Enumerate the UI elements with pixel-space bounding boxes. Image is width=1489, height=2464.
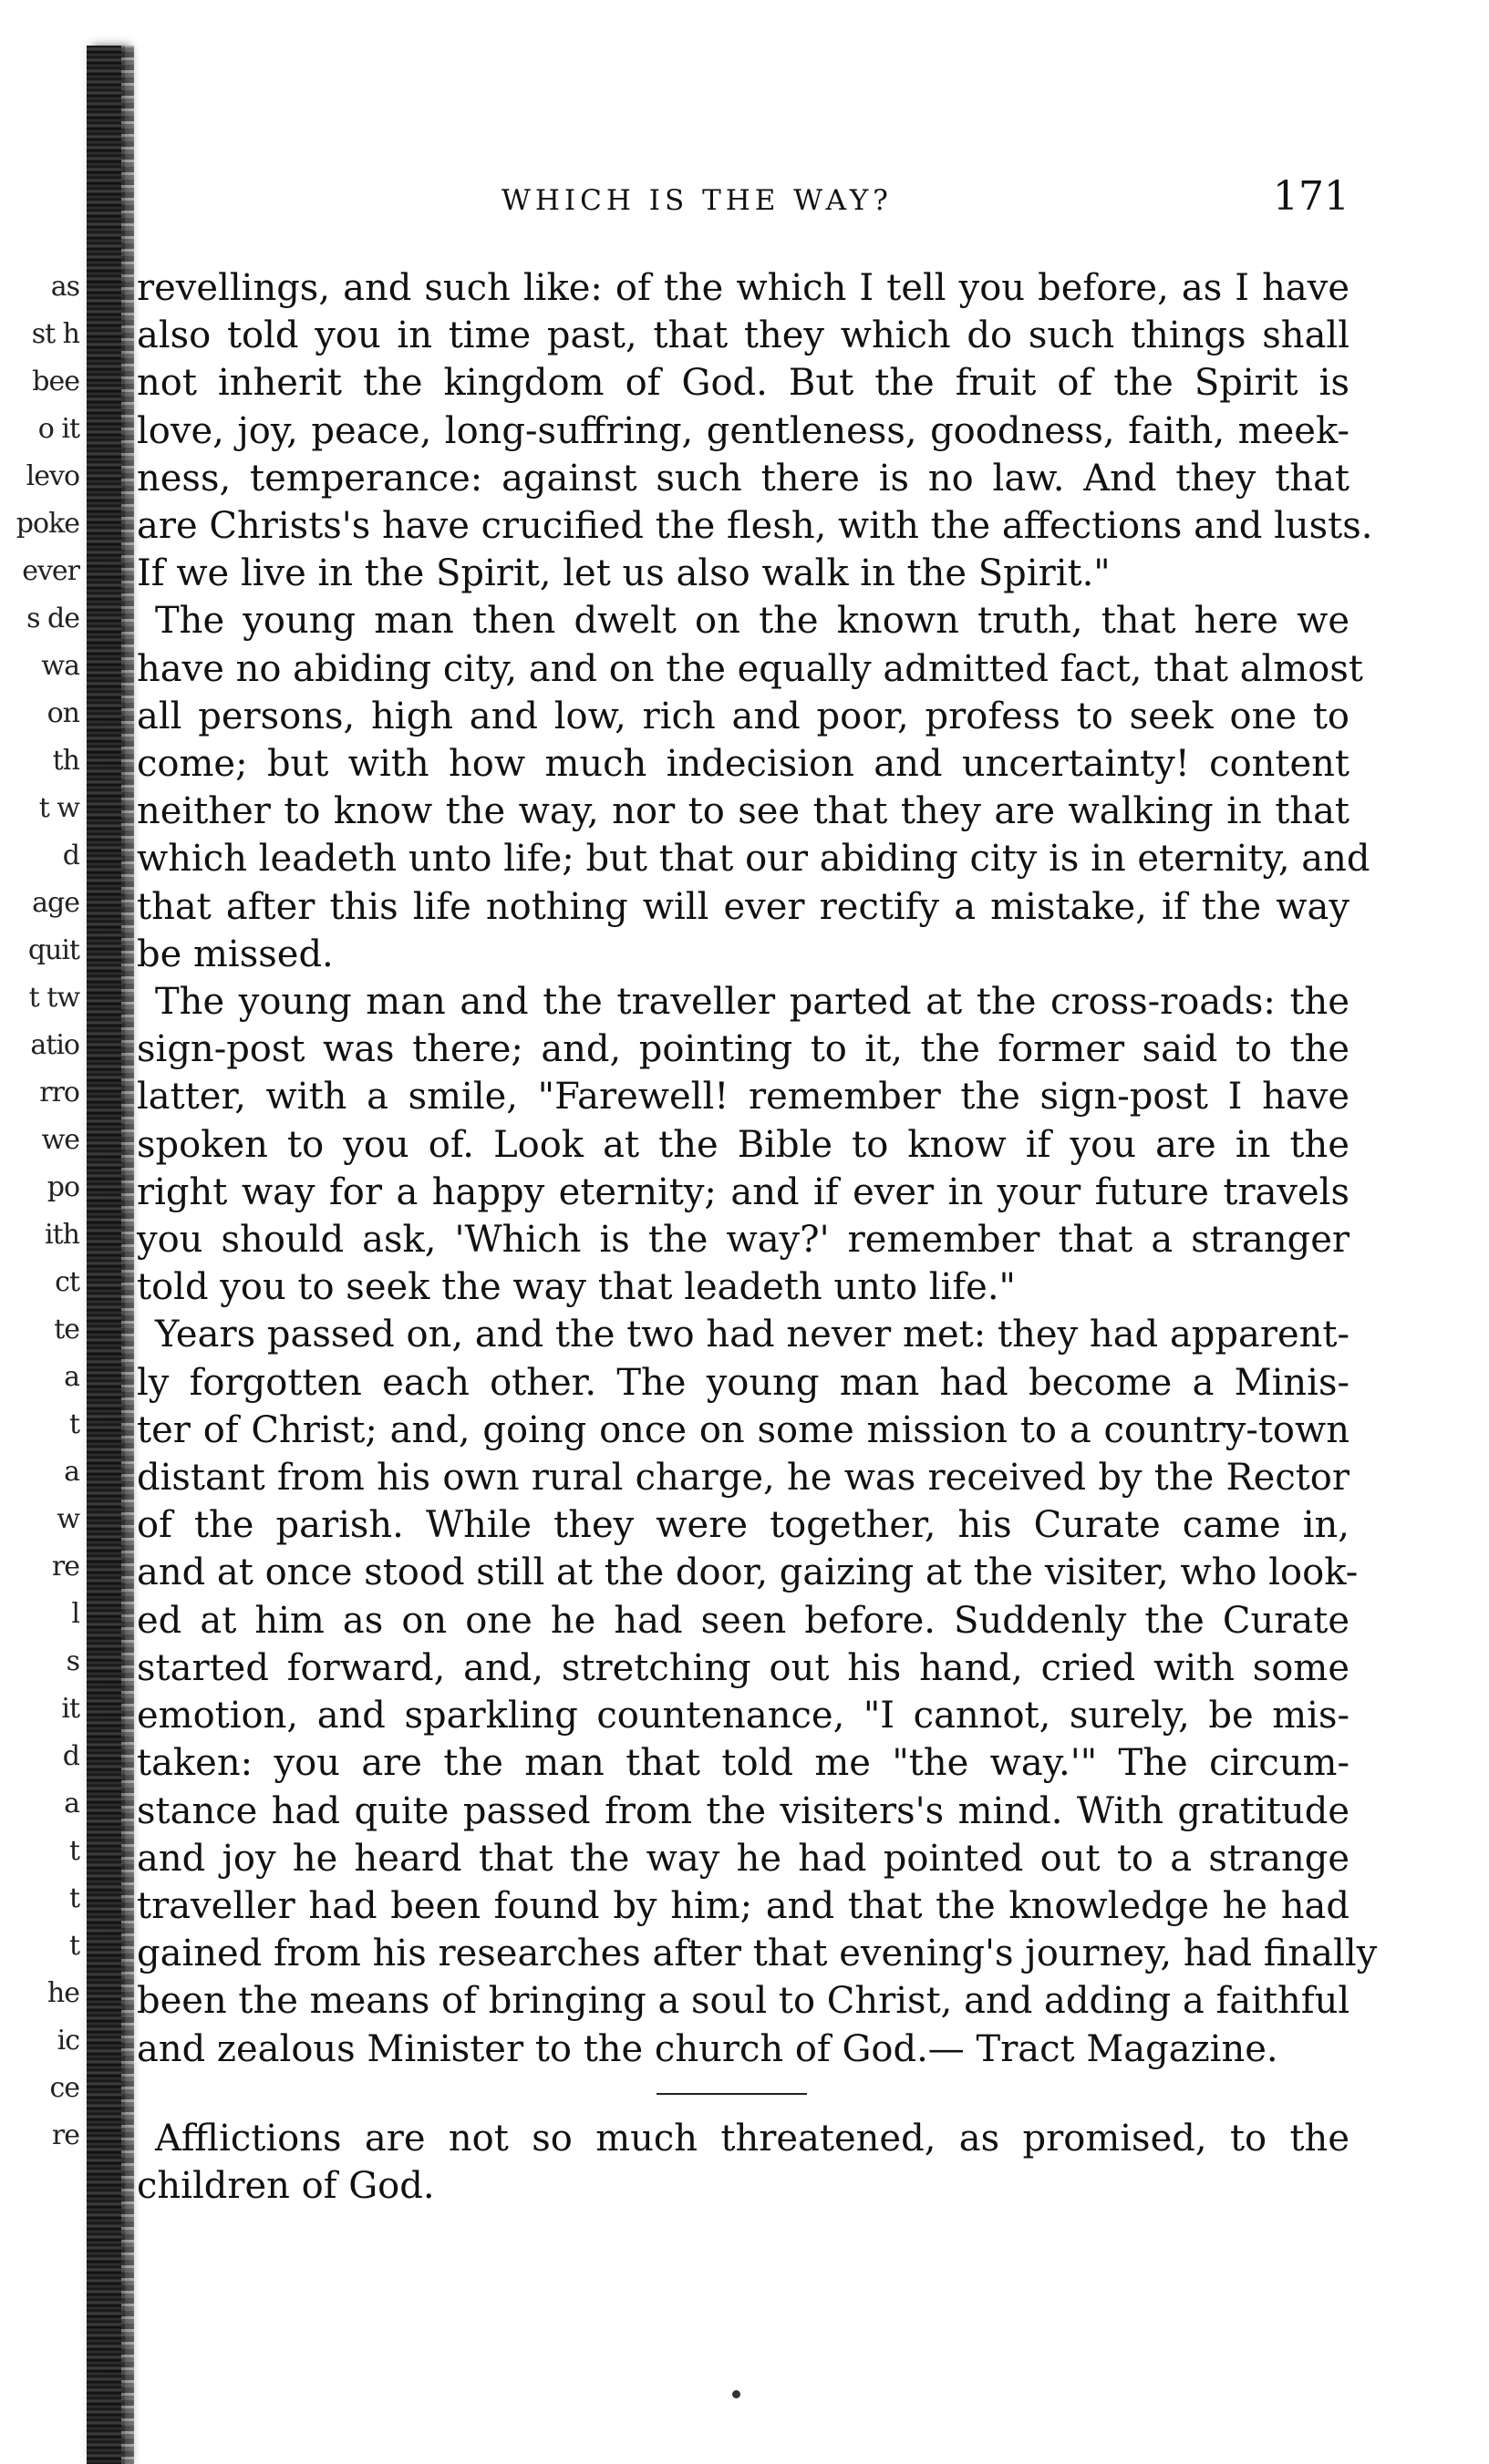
gutter-fragment: t tw [28, 982, 79, 1014]
text-line: stance had quite passed from the visiters's mind. With gratitude [137, 1789, 1349, 1832]
text-line: all persons, high and low, rich and poor, profess to seek one to [137, 695, 1349, 737]
paragraph [137, 1311, 1378, 2072]
gutter-fragment: ct [55, 1266, 79, 1298]
gutter-fragment: as [50, 271, 79, 303]
gutter-fragment: d [62, 840, 79, 871]
text-line: traveller had been found by him; and that the knowledge he had [137, 1884, 1349, 1927]
text-line: emotion, and sparkling countenance, "I cannot, surely, be mis- [137, 1695, 1349, 1737]
text-line: sign-post was there; and, pointing to it, the former said to the [137, 1028, 1349, 1071]
text-line: are Christs's have crucified the flesh, with the affections and lusts. [137, 505, 1373, 548]
body-text [137, 264, 1378, 2210]
gutter-fragment: t [68, 1882, 79, 1914]
gutter-fragment: t w [38, 792, 79, 824]
text-line: come; but with how much indecision and uncertainty! content [137, 743, 1349, 786]
text-line: love, joy, peace, long-suffring, gentleness, goodness, faith, meek- [137, 409, 1349, 452]
text-line: taken: you are the man that told me "the way.'" The circum- [137, 1742, 1349, 1785]
gutter-fragment: it [61, 1693, 79, 1725]
running-head [502, 173, 1349, 228]
gutter-fragment: th [52, 745, 79, 777]
text-line: spoken to you of. Look at the Bible to know if you are in the [137, 1123, 1349, 1166]
gutter-fragment: a [64, 1456, 79, 1488]
gutter-fragment: poke [16, 508, 79, 540]
text-line: latter, with a smile, "Farewell! remember the sign-post I have [137, 1076, 1349, 1119]
section-divider [657, 2093, 807, 2095]
gutter-fragment: t [68, 1408, 79, 1440]
gutter-fragment: on [47, 697, 79, 729]
gutter-fragment: po [47, 1171, 79, 1203]
gutter-fragment: te [54, 1314, 79, 1345]
text-line: and joy he heard that the way he had pointed out to a strange [137, 1837, 1349, 1880]
gutter-fragment: atio [30, 1029, 79, 1061]
text-line: right way for a happy eternity; and if ever in your future travels [137, 1170, 1349, 1213]
gutter-fragment: bee [32, 366, 79, 397]
gutter-fragment: a [64, 1361, 79, 1393]
gutter-fragment: t [68, 1930, 79, 1962]
gutter-fragment: l [71, 1598, 79, 1630]
gutter-fragment: quit [27, 934, 79, 966]
gutter-fragment: ever [22, 555, 79, 587]
text-line: ed at him as on one he had seen before. Suddenly the Curate [137, 1599, 1349, 1642]
gutter-fragment: he [47, 1977, 79, 2009]
gutter-fragment: s [66, 1645, 79, 1677]
text-line: ly forgotten each other. The young man had become a Minis- [137, 1361, 1349, 1404]
text-line: you should ask, 'Which is the way?' remember that a stranger [137, 1219, 1349, 1262]
text-line: Years passed on, and the two had never met: they had apparent- [155, 1314, 1349, 1356]
text-line: ter of Christ; and, going once on some mission to a country-town [137, 1408, 1349, 1451]
text-line: distant from his own rural charge, he was received by the Rector [137, 1457, 1349, 1500]
text-line: Afflictions are not so much threatened, as promised, to the [155, 2117, 1349, 2160]
text-line: be missed. [137, 933, 334, 975]
facing-page-fragments [0, 0, 87, 2464]
text-line: gained from his researches after that evening's journey, had finally [137, 1933, 1378, 1975]
text-line: If we live in the Spirit, let us also walk in the Spirit." [137, 552, 1111, 595]
gutter-fragment: ith [45, 1219, 79, 1251]
text-line: and zealous Minister to the church of God.— Tract Magazine. [137, 2027, 1278, 2070]
gutter-fragment: re [51, 1551, 79, 1583]
text-line: told you to seek the way that leadeth unto life." [137, 1266, 1016, 1309]
paragraph [137, 978, 1349, 1311]
text-line: not inherit the kingdom of God. But the fruit of the Spirit is [137, 362, 1349, 405]
gutter-fragment: levo [26, 460, 79, 492]
text-line: started forward, and, stretching out his hand, cried with some [137, 1646, 1349, 1689]
text-line: been the means of bringing a soul to Christ, and adding a faithful [137, 1980, 1350, 2023]
gutter-fragment: a [64, 1788, 79, 1820]
gutter-fragment: ce [49, 2072, 79, 2104]
text-line: have no abiding city, and on the equally admitted fact, that almost [137, 647, 1363, 690]
paragraph [137, 597, 1370, 978]
gutter-fragment: we [41, 1124, 79, 1156]
text-line: which leadeth unto life; but that our abiding city is in eternity, and [137, 838, 1370, 881]
text-line: and at once stood still at the door, gaizing at the visiter, who look- [137, 1552, 1359, 1594]
text-line: children of God. [137, 2164, 435, 2207]
book-page [137, 173, 1378, 2210]
gutter-fragment: age [32, 887, 79, 919]
text-line: of the parish. While they were together, his Curate came in, [137, 1504, 1349, 1547]
text-line: The young man then dwelt on the known truth, that here we [155, 600, 1349, 643]
gutter-fragment: d [62, 1740, 79, 1772]
text-line: neither to know the way, nor to see that they are walking in that [137, 790, 1349, 833]
text-line: ness, temperance: against such there is no law. And they that [137, 457, 1349, 500]
book-binding-shadow [87, 46, 125, 2464]
gutter-fragment: w [57, 1503, 79, 1535]
running-head-title: WHICH IS THE WAY? [502, 184, 893, 217]
gutter-fragment: t [68, 1835, 79, 1867]
gutter-fragment: wa [41, 650, 79, 682]
ink-speck [732, 2390, 740, 2398]
gutter-fragment: re [51, 2119, 79, 2151]
gutter-fragment: rro [39, 1077, 79, 1108]
page-number: 171 [1273, 173, 1349, 220]
text-line: that after this life nothing will ever rectify a mistake, if the way [137, 885, 1349, 928]
gutter-fragment: st h [31, 318, 79, 350]
gutter-fragment: s de [26, 603, 79, 634]
paragraph [137, 264, 1373, 597]
text-line: revellings, and such like: of the which I tell you before, as I have [137, 267, 1349, 309]
text-line: also told you in time past, that they which do such things shall [137, 314, 1349, 357]
text-line: The young man and the traveller parted at the cross-roads: the [155, 981, 1349, 1024]
paragraph [137, 2115, 1349, 2210]
gutter-fragment: ic [57, 2025, 79, 2057]
gutter-fragment: o it [37, 413, 79, 445]
